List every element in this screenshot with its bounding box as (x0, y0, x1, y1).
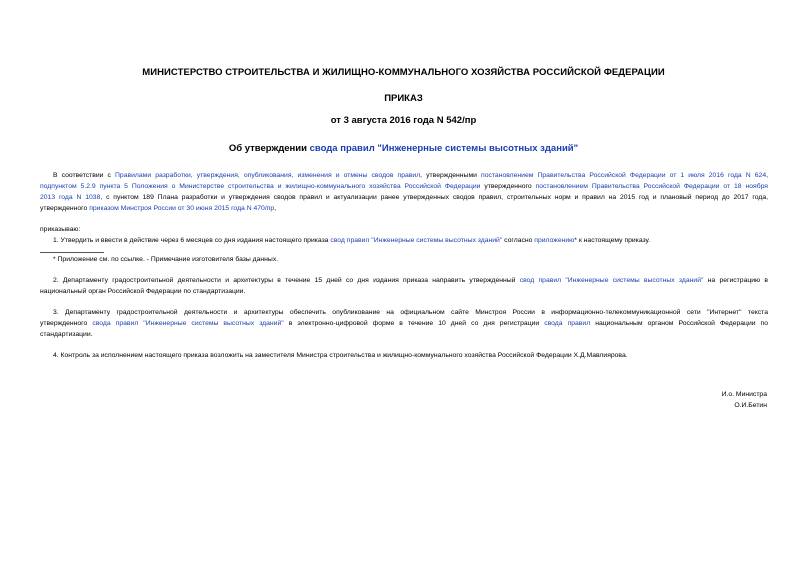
preamble-text: , (766, 172, 769, 179)
item-text: национальным органом Российской Федерации по (590, 320, 769, 327)
doc-subject (0, 143, 807, 154)
preamble-line-1 (53, 171, 768, 181)
item-text: на регистрацию в (703, 277, 769, 284)
government-decree-624-link[interactable]: постановлением Правительства Российской Федерации от 1 июля 2016 года N 624 (481, 172, 767, 179)
rules-link[interactable]: Правилами разработки, утверждения, опубликования, изменения и отмены сводов правил (115, 172, 421, 179)
item-text: * к настоящему приказу. (574, 237, 651, 244)
orders-label: приказываю: (40, 226, 81, 233)
regulation-subclause-link[interactable]: подпунктом 5.2.9 пункта 5 Положения о Министерстве строительства и жилищно-коммунального хозяйства Российской Федерации (40, 183, 481, 190)
code-of-rules-link[interactable]: свода правил "Инженерные системы высотных зданий" (92, 320, 284, 327)
doc-type-heading: ПРИКАЗ (384, 93, 423, 104)
preamble-text: В соответствии с (53, 172, 116, 179)
code-of-rules-link[interactable]: свод правил "Инженерные системы высотных зданий" (330, 237, 503, 244)
signature-title: И.о. Министра (721, 391, 767, 398)
decree-1038-year-link[interactable]: 2013 года N 1038 (40, 194, 101, 201)
minstroy-order-470-link[interactable]: приказом Минстроя России от 30 июня 2015 года N 470/пр (89, 205, 275, 212)
preamble-text: , с пунктом 189 Плана разработки и утверждения сводов правил и актуализации ранее утвержденных сводов правил, строительных норм и правил на 2015 год и плановый период до 2017 года, (100, 194, 768, 201)
subject-prefix: Об утверждении (228, 143, 310, 154)
footnote: * Приложение см. по ссылке. - Примечание изготовителя базы данных. (53, 256, 279, 263)
preamble-line-4 (40, 204, 276, 214)
preamble-line-2 (40, 182, 768, 192)
doc-date-number: от 3 августа 2016 года N 542/пр (330, 115, 477, 126)
signature-name: О.И.Бетин (734, 402, 767, 409)
order-item-2-line-2: национальный орган Российской Федерации по стандартизации. (40, 288, 246, 295)
preamble-line-3 (40, 193, 768, 203)
footnote-divider (40, 252, 104, 253)
code-of-rules-link[interactable]: свод правил "Инженерные системы высотных зданий" (519, 277, 704, 284)
order-item-3: 3. Департаменту градостроительной деятельности и архитектуры обеспечить опубликование на официальном сайте Минстроя России в информационно-телекоммуникационной сети "Интернет" текста (53, 309, 768, 316)
ministry-heading: МИНИСТЕРСТВО СТРОИТЕЛЬСТВА И ЖИЛИЩНО-КОММУНАЛЬНОГО ХОЗЯЙСТВА РОССИЙСКОЙ ФЕДЕРАЦИИ (142, 67, 665, 78)
item-text: утвержденного (40, 320, 93, 327)
preamble-text: утвержденного (40, 205, 90, 212)
order-item-3-line-2 (40, 319, 768, 329)
government-decree-1038-link[interactable]: постановлением Правительства Российской Федерации от 18 ноября (535, 183, 768, 190)
item-text: 2. Департаменту градостроительной деятельности и архитектуры в течение 15 дней со дня издания приказа направить утвержденный (53, 277, 520, 284)
appendix-link[interactable]: приложению (534, 237, 575, 244)
order-item-4: 4. Контроль за исполнением настоящего приказа возложить на заместителя Министра строительства и жилищно-коммунального хозяйства Российской Федерации Х.Д.Мавлиярова. (53, 352, 628, 359)
subject-link[interactable]: свода правил "Инженерные системы высотных зданий" (309, 143, 579, 154)
order-item-1 (53, 236, 650, 246)
code-of-rules-short-link[interactable]: свода правил (544, 320, 591, 327)
preamble-text: , (274, 205, 277, 212)
order-item-3-line-3: стандартизации. (40, 331, 93, 338)
preamble-text: , утвержденными (420, 172, 482, 179)
preamble-text: утвержденного (480, 183, 536, 190)
item-text: 1. Утвердить и ввести в действие через 6 месяцев со дня издания настоящего приказа (53, 237, 331, 244)
order-item-2 (53, 276, 768, 286)
item-text: согласно (502, 237, 535, 244)
item-text: в электронно-цифровой форме в течение 10 дней со дня регистрации (283, 320, 545, 327)
